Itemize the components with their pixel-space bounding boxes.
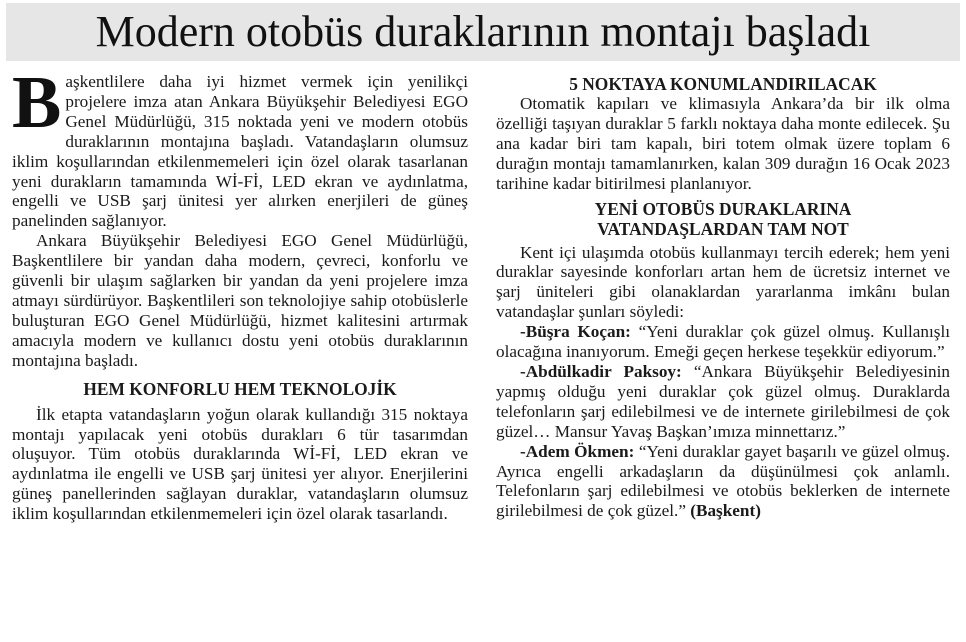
quote-text: “Ankara Büyükşehir Belediyesinin yapmış olduğu yeni duraklar çok güzel olmuş. Duraklarda telefonların şarj edilebilmesi ve de internete girilebilmesi de çok güzel… Mansur Yavaş Başkan’ımıza minnettarız.”: [496, 361, 950, 441]
section-heading-comfort: HEM KONFORLU HEM TEKNOLOJİK: [83, 378, 397, 399]
quote-name: -Abdülkadir Paksoy:: [520, 361, 682, 381]
section-heading-citizens-line2: VATANDAŞLARDAN TAM NOT: [597, 218, 849, 239]
section-heading-locations: 5 NOKTAYA KONUMLANDIRILACAK: [569, 74, 877, 94]
quote-adem: [496, 442, 950, 522]
quote-text: “Yeni duraklar gayet başarılı ve güzel olmuş. Ayrıca engelli arkadaşların da düşünülmesi çok anlamlı. Telefonların şarj edilebilmesi ve otobüs beklerken de internete girilebilmesi de çok güzel.”: [496, 441, 950, 521]
paragraph-first-stage: İlk etapta vatandaşların yoğun olarak kullandığı 315 noktaya montajı yapılacak yeni otobüs durakları 6 tür tasarımdan oluşuyor. Tüm otobüs duraklarında Wİ-Fİ, LED ekran ve aydınlatma ile engelli ve USB şarj ünitesi yer alıyor. Enerjilerini güneş panellerinden sağlayan duraklar, vatandaşların olumsuz iklim koşullarından etkilenmemeleri için özel olarak tasarlandı.: [12, 404, 468, 524]
section-heading-citizens: [496, 199, 950, 239]
quote-abdulkadir: [496, 362, 950, 442]
source-signature: (Başkent): [690, 501, 761, 521]
paragraph-locations: Otomatik kapıları ve klimasıyla Ankara’da bir ilk olma özelliği taşıyan duraklar 5 farklı noktaya daha monte edilecek. Şu ana kadar biri tam kapalı, biri totem olmak üzere toplam 6 durağın montajı tamamlanırken, kalan 309 durağın 16 Ocak 2023 tarihine kadar bitirilmesi planlanıyor.: [496, 94, 950, 193]
quote-busra: [496, 322, 950, 362]
paragraph-ego: Ankara Büyükşehir Belediyesi EGO Genel Müdürlüğü, Başkentlilere bir yandan daha modern, çevreci, konforlu ve güvenli bir ulaşım sağlarken bir yandan da yeni projelere imza atmayı sürdürüyor. Başkentlileri son teknolojiye sahip otobüslerle buluşturan EGO Genel Müdürlüğü, hizmet kalitesini artırmak amacıyla modern ve kullanıcı dostu yeni otobüs duraklarının montajına başladı.: [12, 231, 468, 370]
quote-text: “Yeni duraklar çok güzel olmuş. Kullanışlı olacağına inanıyorum. Emeği geçen herkese teşekkür ediyorum.”: [496, 322, 950, 362]
headline: Modern otobüs duraklarının montajı başladı: [95, 7, 871, 56]
headline-bar: [6, 3, 960, 61]
quote-name: -Büşra Koçan:: [520, 322, 631, 342]
left-column: [12, 62, 468, 524]
right-column: [496, 72, 950, 521]
section-heading-citizens-line1: YENİ OTOBÜS DURAKLARINA: [594, 198, 852, 219]
quote-name: -Adem Ökmen:: [520, 441, 635, 461]
drop-cap: B: [12, 62, 62, 144]
paragraph-intro: [12, 62, 468, 231]
paragraph-intro-text: aşkentlilere daha iyi hizmet vermek için yenilikçi projelere imza atan Ankara Büyükşehir Belediyesi EGO Genel Müdürlüğü, 315 noktada yeni ve modern otobüs duraklarının montajına başladı. Vatandaşların olumsuz iklim koşullarından etkilenmemeleri için özel olarak tasarlanan yeni durakların tamamında Wİ-Fİ, LED ekran ve aydınlatma, engelli ve USB şarj ünitesi yer alırken enerjileri de güneş panelinden sağlanıyor.: [12, 72, 468, 231]
paragraph-citizens-intro: Kent içi ulaşımda otobüs kullanmayı tercih ederek; hem yeni duraklar sayesinde konforları artan hem de ücretsiz internet ve şarj üniteleri gibi olanaklardan yararlanma imkânı bulan vatandaşlar şunları söyledi:: [496, 242, 950, 322]
